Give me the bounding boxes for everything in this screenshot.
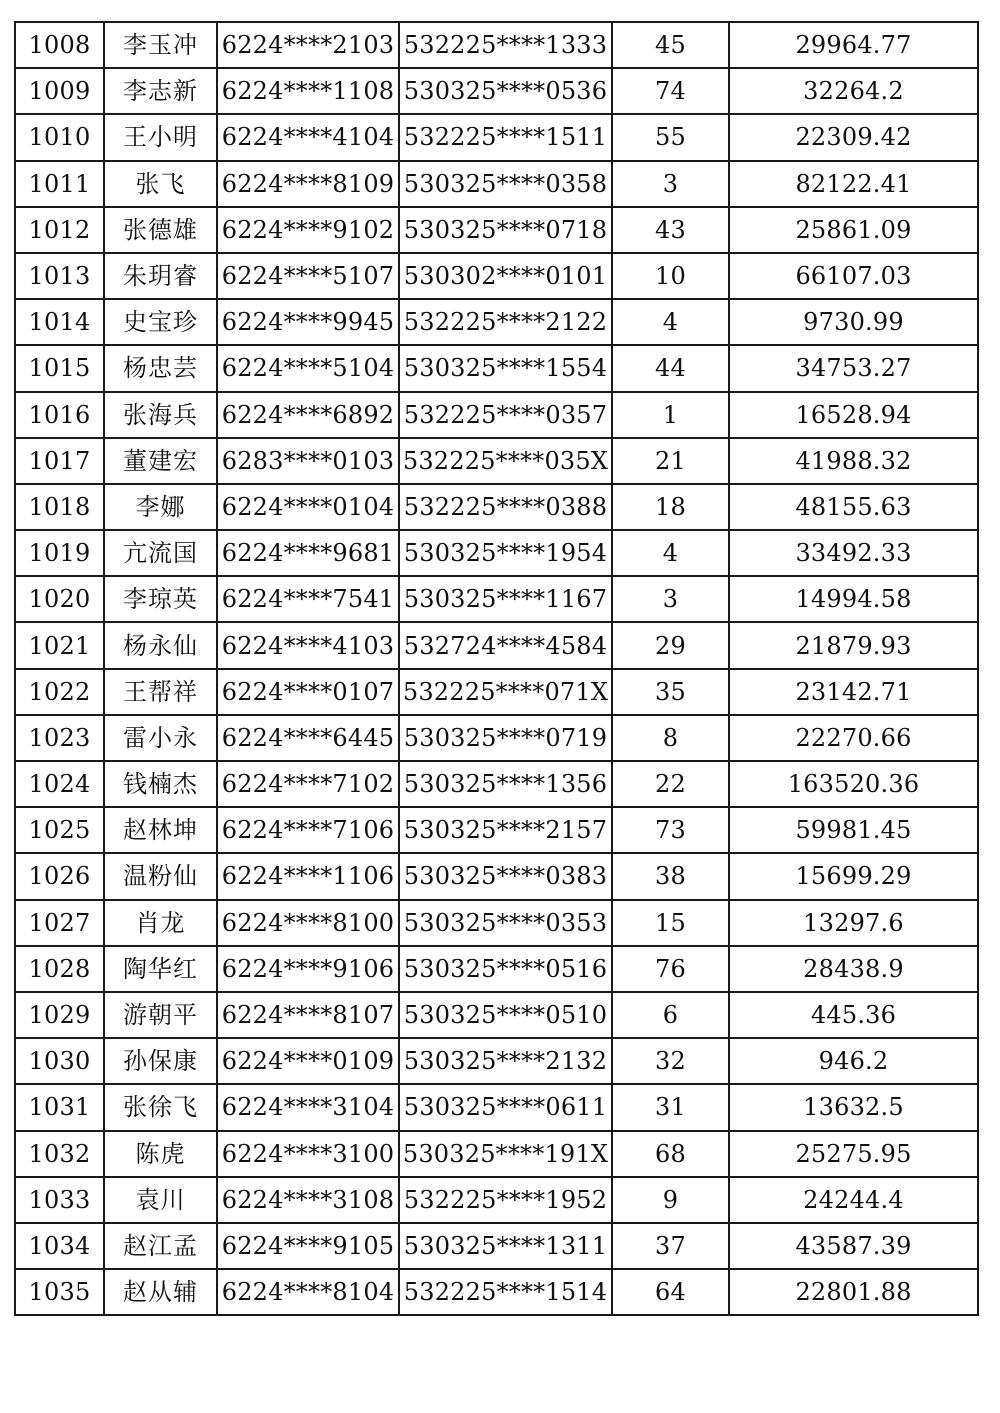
cell-bank-card: 6224****0109 (217, 1038, 399, 1084)
cell-id-number: 530325****1356 (399, 761, 612, 807)
cell-person-name: 史宝珍 (104, 299, 217, 345)
cell-person-name: 袁川 (104, 1177, 217, 1223)
cell-id-number: 530325****0353 (399, 900, 612, 946)
cell-amount: 22309.42 (729, 114, 978, 160)
cell-id-number: 530325****1554 (399, 345, 612, 391)
cell-person-name: 王帮祥 (104, 669, 217, 715)
cell-seq-number: 1013 (15, 253, 104, 299)
cell-amount: 22270.66 (729, 715, 978, 761)
table-row (15, 761, 978, 807)
cell-amount: 22801.88 (729, 1269, 978, 1315)
cell-person-name: 王小明 (104, 114, 217, 160)
cell-bank-card: 6224****4104 (217, 114, 399, 160)
cell-amount: 13297.6 (729, 900, 978, 946)
data-table-sheet (14, 21, 977, 1316)
cell-count: 44 (612, 345, 729, 391)
cell-amount: 13632.5 (729, 1084, 978, 1130)
cell-person-name: 亢流国 (104, 530, 217, 576)
table-body (15, 22, 978, 1315)
cell-person-name: 赵江孟 (104, 1223, 217, 1269)
cell-bank-card: 6224****1108 (217, 68, 399, 114)
table-row (15, 484, 978, 530)
cell-person-name: 温粉仙 (104, 853, 217, 899)
cell-person-name: 朱玥睿 (104, 253, 217, 299)
cell-seq-number: 1022 (15, 669, 104, 715)
cell-amount: 25275.95 (729, 1131, 978, 1177)
cell-count: 45 (612, 22, 729, 68)
cell-seq-number: 1028 (15, 946, 104, 992)
cell-bank-card: 6224****8100 (217, 900, 399, 946)
cell-amount: 9730.99 (729, 299, 978, 345)
cell-person-name: 张海兵 (104, 392, 217, 438)
cell-person-name: 孙保康 (104, 1038, 217, 1084)
cell-bank-card: 6224****2103 (217, 22, 399, 68)
cell-amount: 29964.77 (729, 22, 978, 68)
cell-id-number: 530325****0516 (399, 946, 612, 992)
table-row (15, 299, 978, 345)
cell-id-number: 532225****2122 (399, 299, 612, 345)
cell-id-number: 530325****0718 (399, 207, 612, 253)
cell-person-name: 张徐飞 (104, 1084, 217, 1130)
cell-bank-card: 6224****8107 (217, 992, 399, 1038)
table-row (15, 161, 978, 207)
cell-person-name: 李玉冲 (104, 22, 217, 68)
cell-seq-number: 1031 (15, 1084, 104, 1130)
cell-id-number: 532225****035X (399, 438, 612, 484)
cell-count: 9 (612, 1177, 729, 1223)
cell-count: 38 (612, 853, 729, 899)
cell-amount: 24244.4 (729, 1177, 978, 1223)
cell-count: 73 (612, 807, 729, 853)
cell-count: 15 (612, 900, 729, 946)
cell-count: 29 (612, 622, 729, 668)
cell-count: 21 (612, 438, 729, 484)
cell-seq-number: 1019 (15, 530, 104, 576)
cell-person-name: 肖龙 (104, 900, 217, 946)
cell-seq-number: 1025 (15, 807, 104, 853)
table-row (15, 1177, 978, 1223)
cell-amount: 25861.09 (729, 207, 978, 253)
cell-bank-card: 6224****3108 (217, 1177, 399, 1223)
cell-amount: 33492.33 (729, 530, 978, 576)
table-row (15, 253, 978, 299)
cell-seq-number: 1009 (15, 68, 104, 114)
cell-seq-number: 1034 (15, 1223, 104, 1269)
cell-person-name: 李琼英 (104, 576, 217, 622)
table-row (15, 345, 978, 391)
cell-bank-card: 6224****7541 (217, 576, 399, 622)
cell-person-name: 杨忠芸 (104, 345, 217, 391)
table-row (15, 900, 978, 946)
cell-seq-number: 1032 (15, 1131, 104, 1177)
cell-seq-number: 1033 (15, 1177, 104, 1223)
table-row (15, 1223, 978, 1269)
cell-count: 18 (612, 484, 729, 530)
cell-count: 43 (612, 207, 729, 253)
cell-person-name: 李志新 (104, 68, 217, 114)
cell-seq-number: 1017 (15, 438, 104, 484)
table-row (15, 114, 978, 160)
cell-count: 31 (612, 1084, 729, 1130)
cell-amount: 15699.29 (729, 853, 978, 899)
cell-seq-number: 1014 (15, 299, 104, 345)
cell-bank-card: 6224****5107 (217, 253, 399, 299)
cell-amount: 43587.39 (729, 1223, 978, 1269)
cell-bank-card: 6224****6445 (217, 715, 399, 761)
cell-id-number: 530325****0611 (399, 1084, 612, 1130)
cell-seq-number: 1035 (15, 1269, 104, 1315)
cell-id-number: 530325****1167 (399, 576, 612, 622)
cell-count: 64 (612, 1269, 729, 1315)
cell-seq-number: 1020 (15, 576, 104, 622)
cell-amount: 28438.9 (729, 946, 978, 992)
cell-amount: 32264.2 (729, 68, 978, 114)
cell-person-name: 陶华红 (104, 946, 217, 992)
cell-seq-number: 1030 (15, 1038, 104, 1084)
cell-id-number: 532225****1333 (399, 22, 612, 68)
cell-person-name: 张飞 (104, 161, 217, 207)
cell-seq-number: 1027 (15, 900, 104, 946)
cell-person-name: 游朝平 (104, 992, 217, 1038)
cell-amount: 66107.03 (729, 253, 978, 299)
table-row (15, 715, 978, 761)
cell-amount: 59981.45 (729, 807, 978, 853)
cell-bank-card: 6224****7102 (217, 761, 399, 807)
cell-seq-number: 1023 (15, 715, 104, 761)
cell-count: 22 (612, 761, 729, 807)
cell-id-number: 530325****1311 (399, 1223, 612, 1269)
cell-bank-card: 6283****0103 (217, 438, 399, 484)
table-row (15, 807, 978, 853)
cell-seq-number: 1015 (15, 345, 104, 391)
cell-seq-number: 1018 (15, 484, 104, 530)
cell-bank-card: 6224****0107 (217, 669, 399, 715)
cell-bank-card: 6224****9105 (217, 1223, 399, 1269)
table-row (15, 853, 978, 899)
cell-count: 8 (612, 715, 729, 761)
cell-person-name: 雷小永 (104, 715, 217, 761)
cell-id-number: 530325****0383 (399, 853, 612, 899)
table-row (15, 1269, 978, 1315)
table-row (15, 622, 978, 668)
cell-id-number: 532225****0357 (399, 392, 612, 438)
table-row (15, 1084, 978, 1130)
cell-count: 37 (612, 1223, 729, 1269)
cell-bank-card: 6224****3104 (217, 1084, 399, 1130)
cell-id-number: 530325****0536 (399, 68, 612, 114)
cell-bank-card: 6224****0104 (217, 484, 399, 530)
cell-count: 4 (612, 530, 729, 576)
cell-seq-number: 1029 (15, 992, 104, 1038)
cell-id-number: 532225****1514 (399, 1269, 612, 1315)
cell-person-name: 李娜 (104, 484, 217, 530)
cell-amount: 23142.71 (729, 669, 978, 715)
cell-bank-card: 6224****3100 (217, 1131, 399, 1177)
cell-amount: 48155.63 (729, 484, 978, 530)
table-row (15, 992, 978, 1038)
cell-bank-card: 6224****1106 (217, 853, 399, 899)
cell-count: 68 (612, 1131, 729, 1177)
cell-id-number: 530325****0719 (399, 715, 612, 761)
table-row (15, 1038, 978, 1084)
cell-id-number: 532225****1952 (399, 1177, 612, 1223)
table-row (15, 438, 978, 484)
cell-seq-number: 1024 (15, 761, 104, 807)
cell-amount: 946.2 (729, 1038, 978, 1084)
cell-seq-number: 1012 (15, 207, 104, 253)
cell-amount: 41988.32 (729, 438, 978, 484)
cell-count: 55 (612, 114, 729, 160)
table-row (15, 207, 978, 253)
cell-amount: 16528.94 (729, 392, 978, 438)
cell-bank-card: 6224****9681 (217, 530, 399, 576)
cell-person-name: 杨永仙 (104, 622, 217, 668)
table-row (15, 68, 978, 114)
cell-id-number: 530302****0101 (399, 253, 612, 299)
cell-id-number: 530325****2157 (399, 807, 612, 853)
cell-count: 3 (612, 576, 729, 622)
cell-person-name: 陈虎 (104, 1131, 217, 1177)
cell-seq-number: 1010 (15, 114, 104, 160)
table-row (15, 530, 978, 576)
table-row (15, 1131, 978, 1177)
table-row (15, 946, 978, 992)
cell-amount: 14994.58 (729, 576, 978, 622)
cell-bank-card: 6224****8104 (217, 1269, 399, 1315)
cell-amount: 82122.41 (729, 161, 978, 207)
cell-seq-number: 1008 (15, 22, 104, 68)
cell-amount: 34753.27 (729, 345, 978, 391)
cell-person-name: 董建宏 (104, 438, 217, 484)
cell-seq-number: 1021 (15, 622, 104, 668)
cell-bank-card: 6224****9102 (217, 207, 399, 253)
table-row (15, 576, 978, 622)
cell-count: 32 (612, 1038, 729, 1084)
cell-seq-number: 1016 (15, 392, 104, 438)
cell-bank-card: 6224****9106 (217, 946, 399, 992)
cell-bank-card: 6224****4103 (217, 622, 399, 668)
cell-bank-card: 6224****6892 (217, 392, 399, 438)
cell-person-name: 赵从辅 (104, 1269, 217, 1315)
cell-count: 10 (612, 253, 729, 299)
cell-id-number: 530325****191X (399, 1131, 612, 1177)
table-row (15, 22, 978, 68)
table-row (15, 669, 978, 715)
cell-id-number: 532724****4584 (399, 622, 612, 668)
cell-id-number: 532225****0388 (399, 484, 612, 530)
cell-amount: 21879.93 (729, 622, 978, 668)
cell-bank-card: 6224****5104 (217, 345, 399, 391)
cell-person-name: 钱楠杰 (104, 761, 217, 807)
cell-id-number: 532225****071X (399, 669, 612, 715)
cell-seq-number: 1026 (15, 853, 104, 899)
cell-id-number: 532225****1511 (399, 114, 612, 160)
cell-person-name: 张德雄 (104, 207, 217, 253)
cell-count: 6 (612, 992, 729, 1038)
cell-count: 4 (612, 299, 729, 345)
cell-count: 76 (612, 946, 729, 992)
cell-amount: 445.36 (729, 992, 978, 1038)
cell-seq-number: 1011 (15, 161, 104, 207)
cell-bank-card: 6224****8109 (217, 161, 399, 207)
cell-id-number: 530325****0510 (399, 992, 612, 1038)
cell-amount: 163520.36 (729, 761, 978, 807)
data-table (14, 21, 979, 1316)
cell-count: 74 (612, 68, 729, 114)
cell-bank-card: 6224****9945 (217, 299, 399, 345)
cell-count: 1 (612, 392, 729, 438)
cell-bank-card: 6224****7106 (217, 807, 399, 853)
cell-id-number: 530325****0358 (399, 161, 612, 207)
cell-count: 3 (612, 161, 729, 207)
cell-count: 35 (612, 669, 729, 715)
cell-person-name: 赵林坤 (104, 807, 217, 853)
table-row (15, 392, 978, 438)
cell-id-number: 530325****1954 (399, 530, 612, 576)
cell-id-number: 530325****2132 (399, 1038, 612, 1084)
